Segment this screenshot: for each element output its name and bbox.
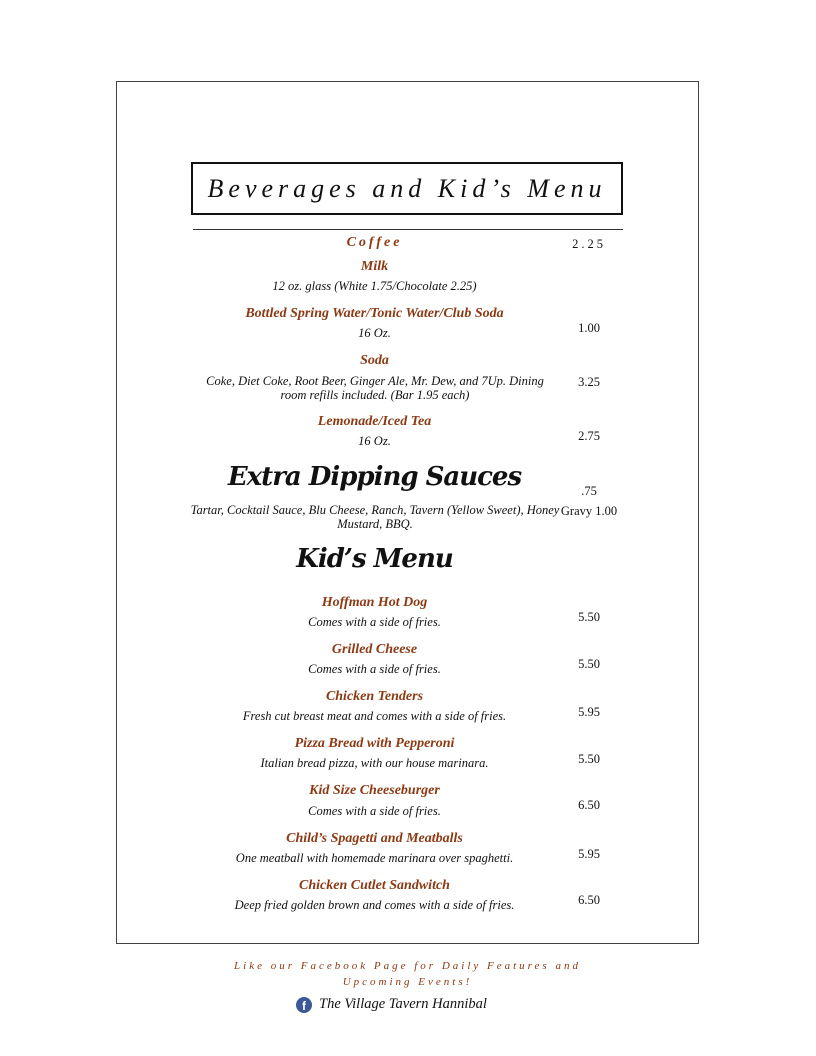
item-price-chicken-cutlet: 6.50 — [578, 893, 600, 907]
item-price-pizza-bread: 5.50 — [578, 752, 600, 766]
kids-heading: Kid’s Menu — [296, 544, 453, 574]
facebook-note: Like our Facebook Page for Daily Features and Upcoming Events! — [234, 960, 581, 988]
item-price-bottled-water: 1.00 — [578, 321, 600, 335]
item-name-grilled-cheese: Grilled Cheese — [331, 642, 418, 657]
facebook-link[interactable] — [296, 996, 487, 1013]
item-price-cheeseburger: 6.50 — [578, 798, 600, 812]
facebook-page-name[interactable]: The Village Tavern Hannibal — [319, 996, 487, 1012]
item-desc-bottled-water: 16 Oz. — [358, 326, 391, 340]
page-title: Beverages and Kid’s Menu — [207, 173, 607, 203]
item-desc-pizza-bread: Italian bread pizza, with our house marinara. — [260, 756, 489, 770]
item-price-hot-dog: 5.50 — [578, 610, 600, 624]
item-name-bottled-water: Bottled Spring Water/Tonic Water/Club Soda — [245, 306, 504, 321]
item-desc-spaghetti: One meatball with homemade marinara over spaghetti. — [235, 851, 514, 865]
item-price-soda: 3.25 — [578, 375, 600, 389]
item-desc-milk: 12 oz. glass (White 1.75/Chocolate 2.25) — [272, 279, 477, 293]
facebook-icon[interactable]: f — [296, 997, 312, 1013]
item-price-spaghetti: 5.95 — [578, 847, 600, 861]
item-name-soda: Soda — [360, 353, 389, 368]
title-box — [191, 162, 623, 215]
sauces-price: .75 — [581, 484, 597, 498]
item-price-lemonade: 2.75 — [578, 429, 600, 443]
sauces-heading: Extra Dipping Sauces — [227, 462, 522, 492]
item-name-lemonade: Lemonade/Iced Tea — [317, 414, 432, 429]
item-price-chicken-tenders: 5.95 — [578, 705, 600, 719]
item-desc-soda: Coke, Diet Coke, Root Beer, Ginger Ale, Mr. Dew, and 7Up. Dining room refills included. (Bar 1.95 each) — [206, 374, 544, 402]
title-divider — [193, 229, 623, 230]
gravy-price: Gravy 1.00 — [560, 504, 618, 518]
item-desc-lemonade: 16 Oz. — [358, 434, 391, 448]
item-name-coffee: Coffee — [346, 235, 403, 250]
sauces-desc: Tartar, Cocktail Sauce, Blu Cheese, Ranch, Tavern (Yellow Sweet), Honey Mustard, BBQ. — [190, 503, 560, 531]
item-name-milk: Milk — [360, 259, 389, 274]
item-desc-chicken-cutlet: Deep fried golden brown and comes with a side of fries. — [234, 898, 515, 912]
item-name-hot-dog: Hoffman Hot Dog — [321, 595, 428, 610]
item-desc-grilled-cheese: Comes with a side of fries. — [308, 662, 441, 676]
item-name-cheeseburger: Kid Size Cheeseburger — [309, 783, 440, 798]
item-name-chicken-tenders: Chicken Tenders — [325, 689, 424, 704]
item-desc-chicken-tenders: Fresh cut breast meat and comes with a side of fries. — [242, 709, 507, 723]
item-name-spaghetti: Child’s Spagetti and Meatballs — [286, 831, 463, 846]
item-name-chicken-cutlet: Chicken Cutlet Sandwitch — [299, 878, 450, 893]
item-price-grilled-cheese: 5.50 — [578, 657, 600, 671]
item-name-pizza-bread: Pizza Bread with Pepperoni — [294, 736, 455, 751]
item-desc-hot-dog: Comes with a side of fries. — [308, 615, 441, 629]
item-desc-cheeseburger: Comes with a side of fries. — [308, 804, 441, 818]
item-price-coffee: 2.25 — [572, 237, 606, 251]
